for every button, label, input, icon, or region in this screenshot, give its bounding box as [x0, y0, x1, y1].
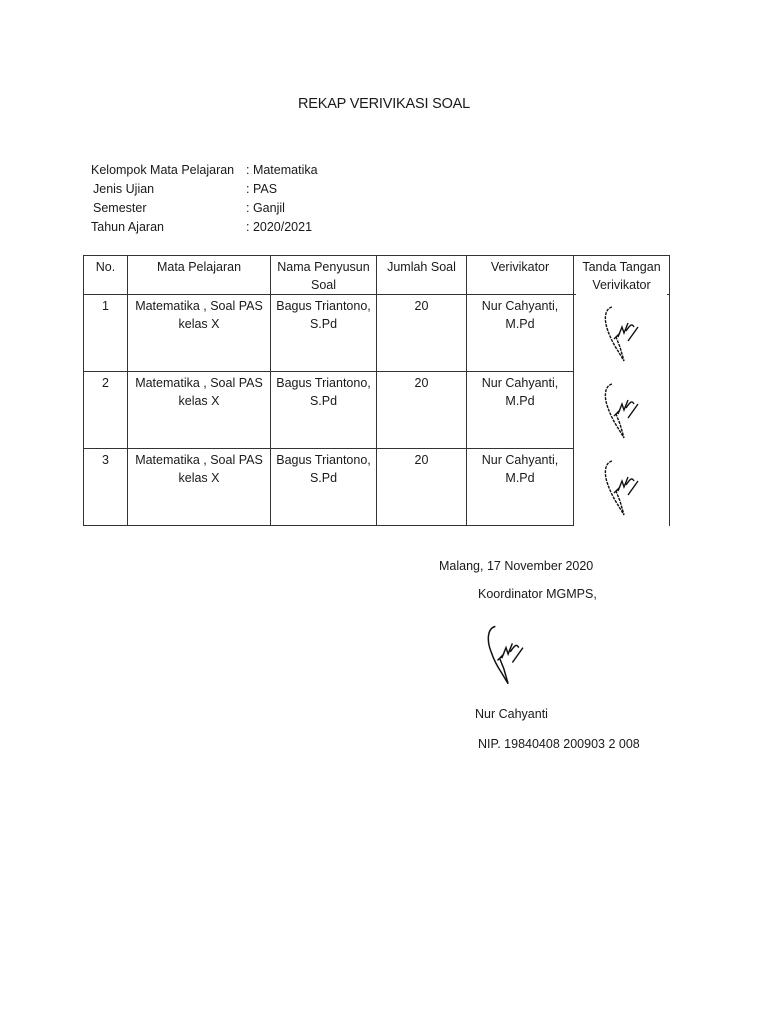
cell-no: 2	[84, 372, 128, 449]
coordinator-nip: NIP. 19840408 200903 2 008	[478, 737, 640, 751]
cell-mata-pelajaran: Matematika , Soal PAS kelas X	[128, 449, 271, 526]
signature-icon	[602, 455, 642, 519]
cell-jumlah: 20	[377, 295, 467, 372]
meta-value-semester: : Ganjil	[246, 201, 285, 215]
cell-verivikator: Nur Cahyanti, M.Pd	[467, 449, 574, 526]
meta-label-semester: Semester	[93, 201, 147, 215]
coordinator-role: Koordinator MGMPS,	[478, 587, 597, 601]
cell-penyusun: Bagus Triantono, S.Pd	[271, 295, 377, 372]
cell-verivikator: Nur Cahyanti, M.Pd	[467, 372, 574, 449]
cell-signature	[574, 372, 670, 449]
cell-penyusun: Bagus Triantono, S.Pd	[271, 449, 377, 526]
header-mata-pelajaran: Mata Pelajaran	[128, 256, 271, 295]
place-date: Malang, 17 November 2020	[439, 559, 594, 573]
meta-label-tahun-ajaran: Tahun Ajaran	[91, 220, 164, 234]
table-row	[84, 449, 670, 526]
signature-icon	[602, 378, 642, 442]
cell-no: 3	[84, 449, 128, 526]
verification-table	[83, 255, 670, 526]
meta-label-jenis-ujian: Jenis Ujian	[93, 182, 155, 196]
meta-value-jenis-ujian: : PAS	[246, 182, 278, 196]
table-header-row	[84, 256, 670, 295]
meta-value-tahun-ajaran: : 2020/2021	[246, 220, 313, 234]
table-row	[84, 295, 670, 372]
cell-mata-pelajaran: Matematika , Soal PAS kelas X	[128, 295, 271, 372]
cell-verivikator: Nur Cahyanti, M.Pd	[467, 295, 574, 372]
header-no: No.	[84, 256, 128, 295]
header-tanda-tangan: Tanda Tangan Verivikator	[574, 256, 670, 295]
cell-signature	[574, 449, 670, 526]
signature-icon	[602, 301, 642, 365]
cell-jumlah: 20	[377, 449, 467, 526]
cell-mata-pelajaran: Matematika , Soal PAS kelas X	[128, 372, 271, 449]
table-row	[84, 372, 670, 449]
header-jumlah-soal: Jumlah Soal	[377, 256, 467, 295]
cell-signature	[574, 295, 670, 372]
signature-icon	[484, 620, 528, 688]
cell-no: 1	[84, 295, 128, 372]
cell-penyusun: Bagus Triantono, S.Pd	[271, 372, 377, 449]
header-nama-penyusun: Nama Penyusun Soal	[271, 256, 377, 295]
meta-label-kelompok: Kelompok Mata Pelajaran	[91, 163, 235, 177]
header-verivikator: Verivikator	[467, 256, 574, 295]
meta-value-kelompok: : Matematika	[246, 163, 318, 177]
cell-jumlah: 20	[377, 372, 467, 449]
coordinator-name: Nur Cahyanti	[475, 707, 548, 721]
page-title: REKAP VERIVIKASI SOAL	[297, 96, 471, 112]
